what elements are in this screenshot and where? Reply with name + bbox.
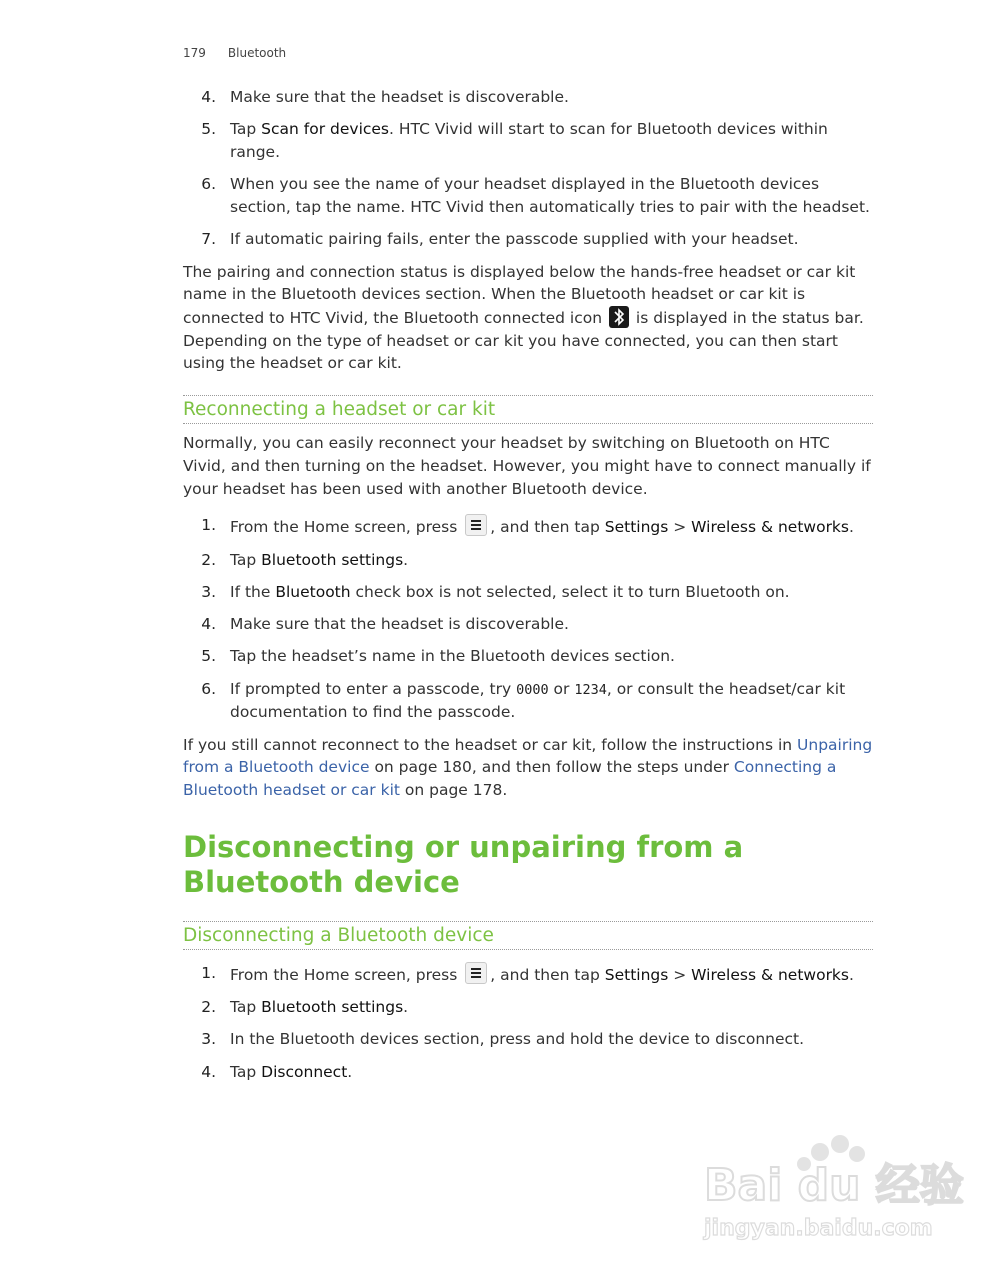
- step-number: 5.: [201, 120, 216, 139]
- baidu-watermark: [702, 1130, 964, 1245]
- reconnect-step-2: [183, 549, 873, 572]
- step-text: [230, 613, 873, 636]
- disconnect-step-4: [183, 1061, 873, 1084]
- menu-icon: [465, 962, 487, 984]
- step-number: 4.: [201, 1062, 216, 1081]
- text-run: .: [347, 1062, 353, 1081]
- step-number: 4.: [201, 615, 216, 634]
- text-run: In the Bluetooth devices section, press and hold the device to disconnect.: [230, 1030, 805, 1049]
- ui-label: Bluetooth settings: [261, 550, 404, 569]
- text-run: or: [548, 679, 575, 698]
- step-text: [230, 1028, 873, 1051]
- section-heading-disconnecting: Disconnecting a Bluetooth device: [183, 921, 873, 950]
- text-run: Make sure that the headset is discoverable.: [230, 88, 569, 106]
- step-text: [230, 118, 873, 163]
- text-run: .: [403, 998, 409, 1017]
- text-run: .: [849, 965, 854, 984]
- step-number: 1.: [201, 516, 216, 535]
- step-number: 5.: [201, 647, 216, 666]
- reconnect-intro: Normally, you can easily reconnect your headset by switching on Bluetooth on HTC Vivid, and then turning on the headset. However, you might have to connect manually if your headset has been used with another Bluetooth device.: [183, 434, 871, 498]
- ui-label: Disconnect: [261, 1062, 348, 1081]
- text-run: >: [668, 518, 692, 537]
- text-run: , or consult the headset/car kit documentation to find the passcode.: [230, 679, 846, 722]
- step-item-4: [183, 228, 873, 251]
- reconnect-step-1: [183, 514, 873, 539]
- reconnect-step-3: [183, 581, 873, 604]
- page-content: [183, 86, 873, 1093]
- pairing-status-paragraph: [183, 261, 873, 376]
- reconnect-step-6: [183, 678, 873, 724]
- step-text: [230, 645, 873, 668]
- step-item-3: [183, 173, 873, 218]
- step-number: 4.: [201, 88, 216, 106]
- text-run: If the: [230, 582, 276, 601]
- chapter-name: Bluetooth: [227, 46, 287, 60]
- step-number: 7.: [201, 230, 216, 249]
- text-run: Tap: [230, 550, 262, 569]
- link-connecting[interactable]: Connecting a Bluetooth headset or car kit: [183, 758, 837, 800]
- ui-label: Bluetooth: [275, 582, 351, 601]
- text-run: , and then tap: [490, 518, 605, 537]
- reconnect-step-5: [183, 645, 873, 668]
- step-item-1: [183, 86, 873, 109]
- step-number: 3.: [201, 1030, 216, 1049]
- link-unpairing[interactable]: Unpairing from a Bluetooth device: [183, 735, 873, 777]
- reconnect-outro: If you still cannot reconnect to the headset or car kit, follow the instructions in Unpairing from a Bluetooth device on page 180, and then follow the steps under Connecting a Bluetooth headset or car kit on page 178.: [183, 735, 873, 800]
- text-run: .: [849, 518, 854, 537]
- steps-list-pairing: [183, 86, 873, 251]
- text-run: If prompted to enter a passcode, try: [230, 679, 517, 698]
- paragraph-text: is displayed in the status bar. Depending on the type of headset or car kit you have connected, you can then start using the headset or car kit.: [183, 309, 864, 373]
- menu-icon: [465, 514, 487, 536]
- text-run: , and then tap: [490, 965, 605, 984]
- text-run: Tap: [230, 998, 262, 1017]
- running-header: [183, 46, 286, 60]
- text-run: check box is not selected, select it to turn Bluetooth on.: [350, 582, 790, 601]
- watermark-brand: Bai du 经验: [704, 1160, 964, 1211]
- step-text: [230, 514, 873, 539]
- step-text: [230, 173, 873, 218]
- step-text: [230, 228, 873, 251]
- step-text: [230, 962, 873, 987]
- watermark-url: jingyan.baidu.com: [704, 1216, 933, 1241]
- disconnect-step-2: [183, 996, 873, 1019]
- text-run: If automatic pairing fails, enter the passcode supplied with your headset.: [230, 230, 799, 249]
- ui-label: Wireless & networks: [691, 518, 849, 537]
- text-run: >: [668, 965, 692, 984]
- step-text: [230, 678, 873, 724]
- code-value: 1234: [574, 681, 607, 698]
- text-run: Make sure that the headset is discoverable.: [230, 615, 569, 634]
- step-text: [230, 996, 873, 1019]
- step-text: [230, 86, 873, 109]
- bluetooth-connected-icon: [609, 306, 629, 328]
- step-number: 6.: [201, 679, 216, 698]
- step-number: 6.: [201, 175, 216, 194]
- step-number: 1.: [201, 963, 216, 982]
- steps-list-disconnect: [183, 962, 873, 1084]
- text-run: Tap: [230, 120, 262, 139]
- step-item-2: [183, 118, 873, 163]
- text-run: From the Home screen, press: [230, 965, 463, 984]
- text-run: Tap: [230, 1062, 262, 1081]
- reconnect-step-4: [183, 613, 873, 636]
- step-number: 2.: [201, 550, 216, 569]
- steps-list-reconnect: [183, 514, 873, 724]
- step-number: 3.: [201, 582, 216, 601]
- step-text: [230, 549, 873, 572]
- ui-label: Scan for devices: [261, 120, 390, 139]
- step-number: 2.: [201, 998, 216, 1017]
- page-number: 179: [183, 46, 206, 60]
- text-run: . HTC Vivid will start to scan for Bluetooth devices within range.: [230, 120, 828, 161]
- ui-label: Bluetooth settings: [261, 998, 404, 1017]
- ui-label: Wireless & networks: [691, 965, 849, 984]
- chapter-heading-disconnecting: Disconnecting or unpairing from a Bluetooth device: [183, 829, 744, 899]
- text-run: From the Home screen, press: [230, 518, 463, 537]
- disconnect-step-1: [183, 962, 873, 987]
- text-run: Tap the headset’s name in the Bluetooth devices section.: [230, 647, 675, 666]
- code-value: 0000: [516, 681, 549, 698]
- ui-label: Settings: [604, 965, 669, 984]
- text-run: When you see the name of your headset displayed in the Bluetooth devices section, tap the name. HTC Vivid then automatically tries to pair with the headset.: [230, 175, 870, 216]
- step-text: [230, 1061, 873, 1084]
- ui-label: Settings: [604, 518, 669, 537]
- text-run: .: [403, 550, 409, 569]
- paragraph-text: The pairing and connection status is displayed below the hands-free headset or car kit name in the Bluetooth devices section. When the Bluetooth headset or car kit is connected to HTC Vivid, the Bluetooth connected icon: [183, 262, 856, 327]
- step-text: [230, 581, 873, 604]
- disconnect-step-3: [183, 1028, 873, 1051]
- section-heading-reconnecting: Reconnecting a headset or car kit: [183, 395, 873, 424]
